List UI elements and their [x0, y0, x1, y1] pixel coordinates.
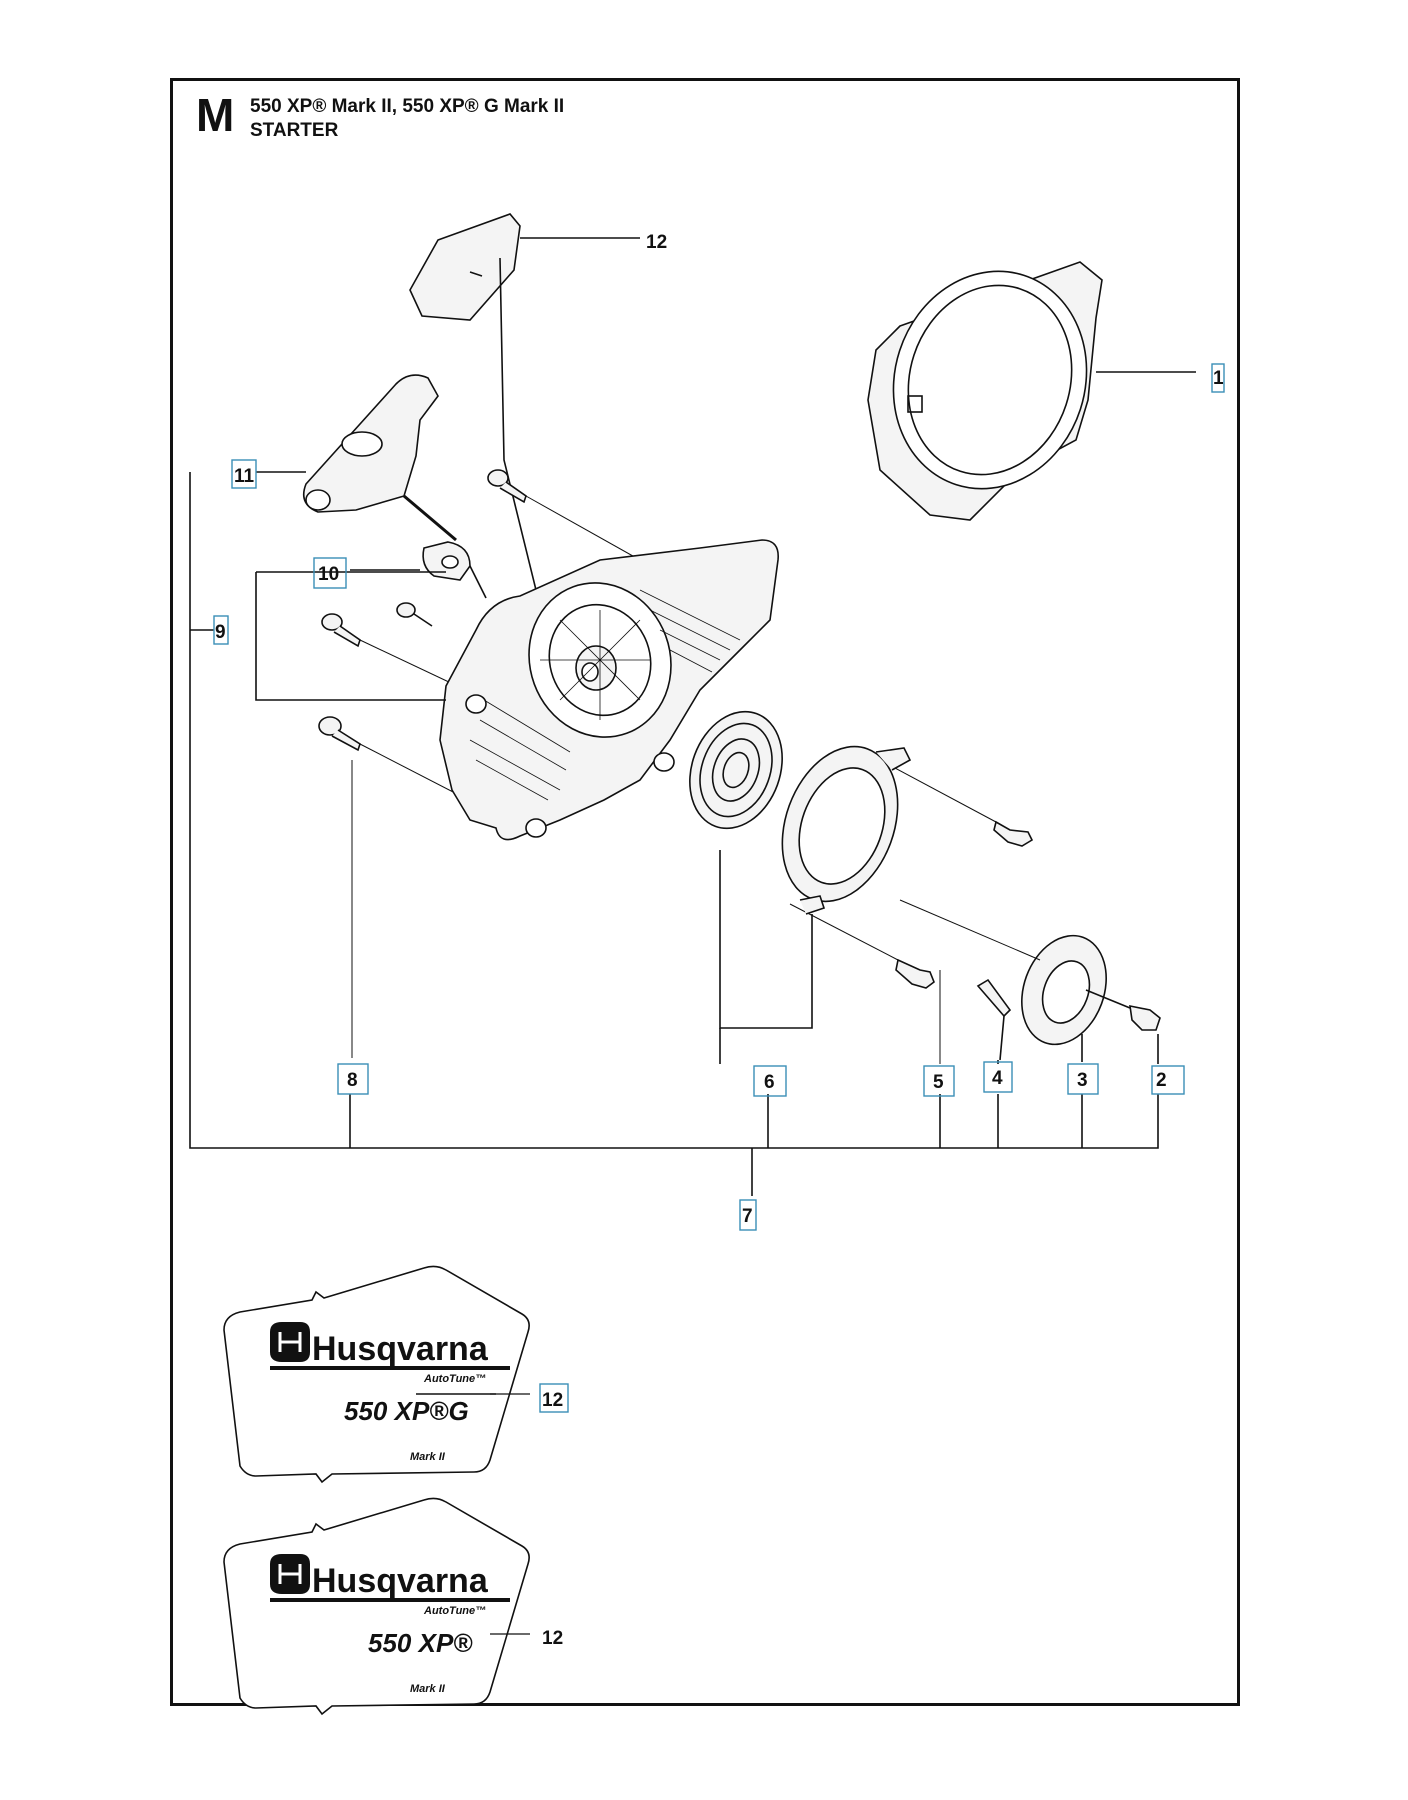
- screw-left-small: [397, 603, 432, 626]
- decal-g-tech: AutoTune™: [424, 1373, 487, 1385]
- callout-3: 3: [1077, 1070, 1088, 1091]
- screw-left-mid: [322, 614, 470, 692]
- screw-left-top: [488, 470, 640, 560]
- starter-rope-part: [978, 980, 1010, 1060]
- callout-12-decal-g: 12: [542, 1390, 564, 1411]
- decal-g-edition: Mark II: [410, 1451, 445, 1463]
- callout-8: 8: [347, 1070, 358, 1091]
- decal-xp-edition: Mark II: [410, 1683, 445, 1695]
- page-subtitle: STARTER: [250, 120, 339, 141]
- decal-550xp: [224, 1498, 530, 1714]
- decal-xp-tech: AutoTune™: [424, 1605, 487, 1617]
- decal-g-model: 550 XP®G: [344, 1396, 469, 1426]
- callout-12-decal-xp: 12: [542, 1628, 564, 1649]
- callout-1: 1: [1213, 368, 1224, 389]
- screw-right: [880, 760, 1032, 846]
- callout-7: 7: [742, 1206, 753, 1227]
- rope-guide-part: [423, 542, 486, 598]
- decal-part-top: [410, 214, 520, 320]
- callout-5: 5: [933, 1072, 944, 1093]
- center-screw-part: [1130, 1006, 1160, 1030]
- decal-g-brand: Husqvarna: [312, 1330, 488, 1368]
- spring-cassette-part: [762, 730, 918, 917]
- decal-550xp-g: [224, 1266, 530, 1482]
- callout-2: 2: [1156, 1070, 1167, 1091]
- section-letter: M: [196, 89, 235, 141]
- callout-4: 4: [992, 1068, 1003, 1089]
- callout-9: 9: [215, 622, 226, 643]
- recoil-spring-part: [674, 699, 798, 842]
- page-title: 550 XP® Mark II, 550 XP® G Mark II: [250, 96, 565, 117]
- starter-cover-part: [866, 246, 1115, 520]
- decal-xp-brand: Husqvarna: [312, 1562, 488, 1600]
- starter-handle-part: [304, 375, 456, 540]
- callout-12-top: 12: [646, 232, 668, 253]
- rope-pulley-part: [900, 900, 1130, 1056]
- callout-boxes: [214, 364, 1224, 1412]
- callout-10: 10: [318, 564, 340, 585]
- callout-6: 6: [764, 1072, 775, 1093]
- callout-11: 11: [234, 466, 255, 487]
- decal-xp-model: 550 XP®: [368, 1628, 473, 1658]
